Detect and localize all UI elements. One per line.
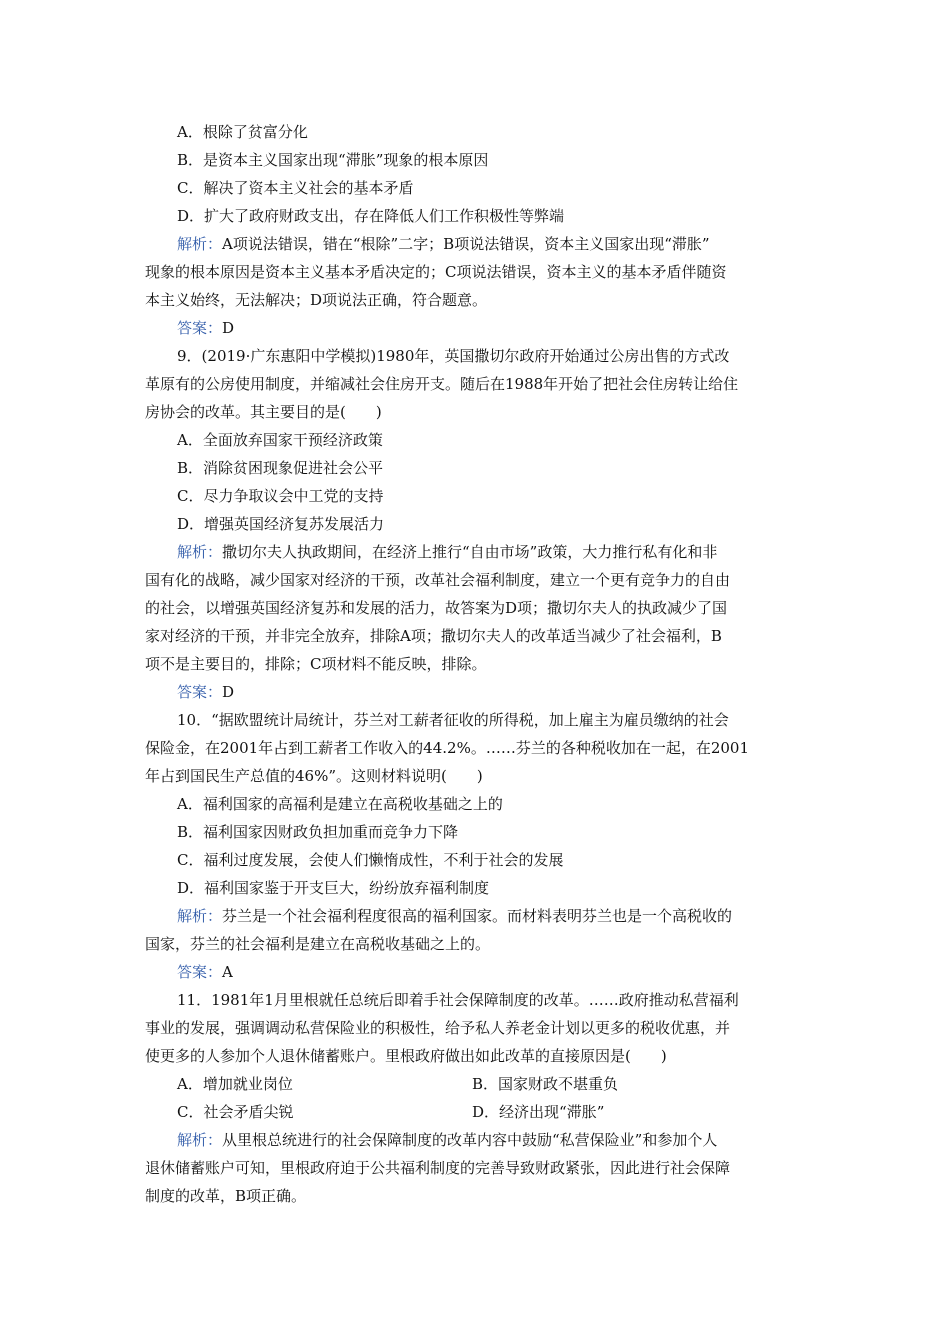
q9-analysis-line: 项不是主要目的，排除；C项材料不能反映，排除。 — [145, 655, 487, 673]
q10-analysis-line: 国家，芬兰的社会福利是建立在高税收基础之上的。 — [145, 935, 491, 953]
q8-option-d: D．扩大了政府财政支出，存在降低人们工作积极性等弊端 — [177, 207, 565, 225]
q9-option-a: A．全面放弃国家干预经济政策 — [177, 431, 383, 449]
q11-stem-line: 11．1981年1月里根就任总统后即着手社会保障制度的改革。……政府推动私营福利 — [177, 991, 739, 1009]
analysis-label: 解析： — [177, 543, 223, 561]
q8-analysis-line: 现象的根本原因是资本主义基本矛盾决定的；C项说法错误，资本主义的基本矛盾伴随资 — [145, 263, 727, 281]
q9-analysis-line: 家对经济的干预，并非完全放弃，排除A项；撒切尔夫人的改革适当减少了社会福利，B — [145, 627, 722, 645]
q8-analysis-line: 解析：A项说法错误，错在“根除”二字；B项说法错误，资本主义国家出现“滞胀” — [177, 235, 710, 253]
q8-answer: 答案：D — [177, 319, 235, 337]
q9-option-d: D．增强英国经济复苏发展活力 — [177, 515, 385, 533]
q10-analysis-line: 解析：芬兰是一个社会福利程度很高的福利国家。而材料表明芬兰也是一个高税收的 — [177, 907, 733, 925]
q8-analysis-line: 本主义始终，无法解决；D项说法正确，符合题意。 — [145, 291, 488, 309]
q10-answer: 答案：A — [177, 963, 233, 981]
q9-analysis-line: 国有化的战略，减少国家对经济的干预，改革社会福利制度，建立一个更有竞争力的自由 — [145, 571, 731, 589]
q8-option-b: B．是资本主义国家出现“滞胀”现象的根本原因 — [177, 151, 489, 169]
analysis-label: 解析： — [177, 235, 223, 253]
q9-option-b: B．消除贫困现象促进社会公平 — [177, 459, 384, 477]
q9-option-c: C．尽力争取议会中工党的支持 — [177, 487, 384, 505]
q8-option-a: A．根除了贫富分化 — [177, 123, 308, 141]
q10-stem-line: 年占到国民生产总值的46%”。这则材料说明( ) — [145, 767, 483, 785]
q10-option-a: A．福利国家的高福利是建立在高税收基础之上的 — [177, 795, 503, 813]
q11-option-d: D．经济出现“滞胀” — [472, 1103, 605, 1121]
q11-option-a: A．增加就业岗位 — [177, 1075, 293, 1093]
q10-option-b: B．福利国家因财政负担加重而竞争力下降 — [177, 823, 459, 841]
q10-option-c: C．福利过度发展，会使人们懒惰成性，不利于社会的发展 — [177, 851, 564, 869]
q9-stem-line: 9．(2019·广东惠阳中学模拟)1980年，英国撒切尔政府开始通过公房出售的方式改 — [177, 347, 730, 365]
q10-option-d: D．福利国家鉴于开支巨大，纷纷放弃福利制度 — [177, 879, 490, 897]
q11-option-b: B．国家财政不堪重负 — [472, 1075, 619, 1093]
q9-analysis-line: 解析：撒切尔夫人执政期间，在经济上推行“自由市场”政策，大力推行私有化和非 — [177, 543, 718, 561]
answer-label: 答案： — [177, 683, 223, 701]
analysis-label: 解析： — [177, 907, 223, 925]
q9-answer: 答案：D — [177, 683, 235, 701]
q11-option-c: C．社会矛盾尖锐 — [177, 1103, 294, 1121]
q11-stem-line: 事业的发展，强调调动私营保险业的积极性，给予私人养老金计划以更多的税收优惠，并 — [145, 1019, 731, 1037]
answer-label: 答案： — [177, 319, 223, 337]
q9-analysis-line: 的社会，以增强英国经济复苏和发展的活力，故答案为D项；撒切尔夫人的执政减少了国 — [145, 599, 728, 617]
q9-stem-line: 房协会的改革。其主要目的是( ) — [145, 403, 382, 421]
q8-option-c: C．解决了资本主义社会的基本矛盾 — [177, 179, 414, 197]
q11-analysis-line: 退休储蓄账户可知，里根政府迫于公共福利制度的完善导致财政紧张，因此进行社会保障 — [145, 1159, 731, 1177]
answer-label: 答案： — [177, 963, 223, 981]
q11-analysis-line: 解析：从里根总统进行的社会保障制度的改革内容中鼓励“私营保险业”和参加个人 — [177, 1131, 718, 1149]
q11-analysis-line: 制度的改革，B项正确。 — [145, 1187, 307, 1205]
q11-stem-line: 使更多的人参加个人退休储蓄账户。里根政府做出如此改革的直接原因是( ) — [145, 1047, 667, 1065]
analysis-label: 解析： — [177, 1131, 223, 1149]
q10-stem-line: 10．“据欧盟统计局统计，芬兰对工薪者征收的所得税，加上雇主为雇员缴纳的社会 — [177, 711, 729, 729]
q10-stem-line: 保险金，在2001年占到工薪者工作收入的44.2%。……芬兰的各种税收加在一起，在2001 — [145, 739, 750, 757]
q9-stem-line: 革原有的公房使用制度，并缩减社会住房开支。随后在1988年开始了把社会住房转让给住 — [145, 375, 739, 393]
